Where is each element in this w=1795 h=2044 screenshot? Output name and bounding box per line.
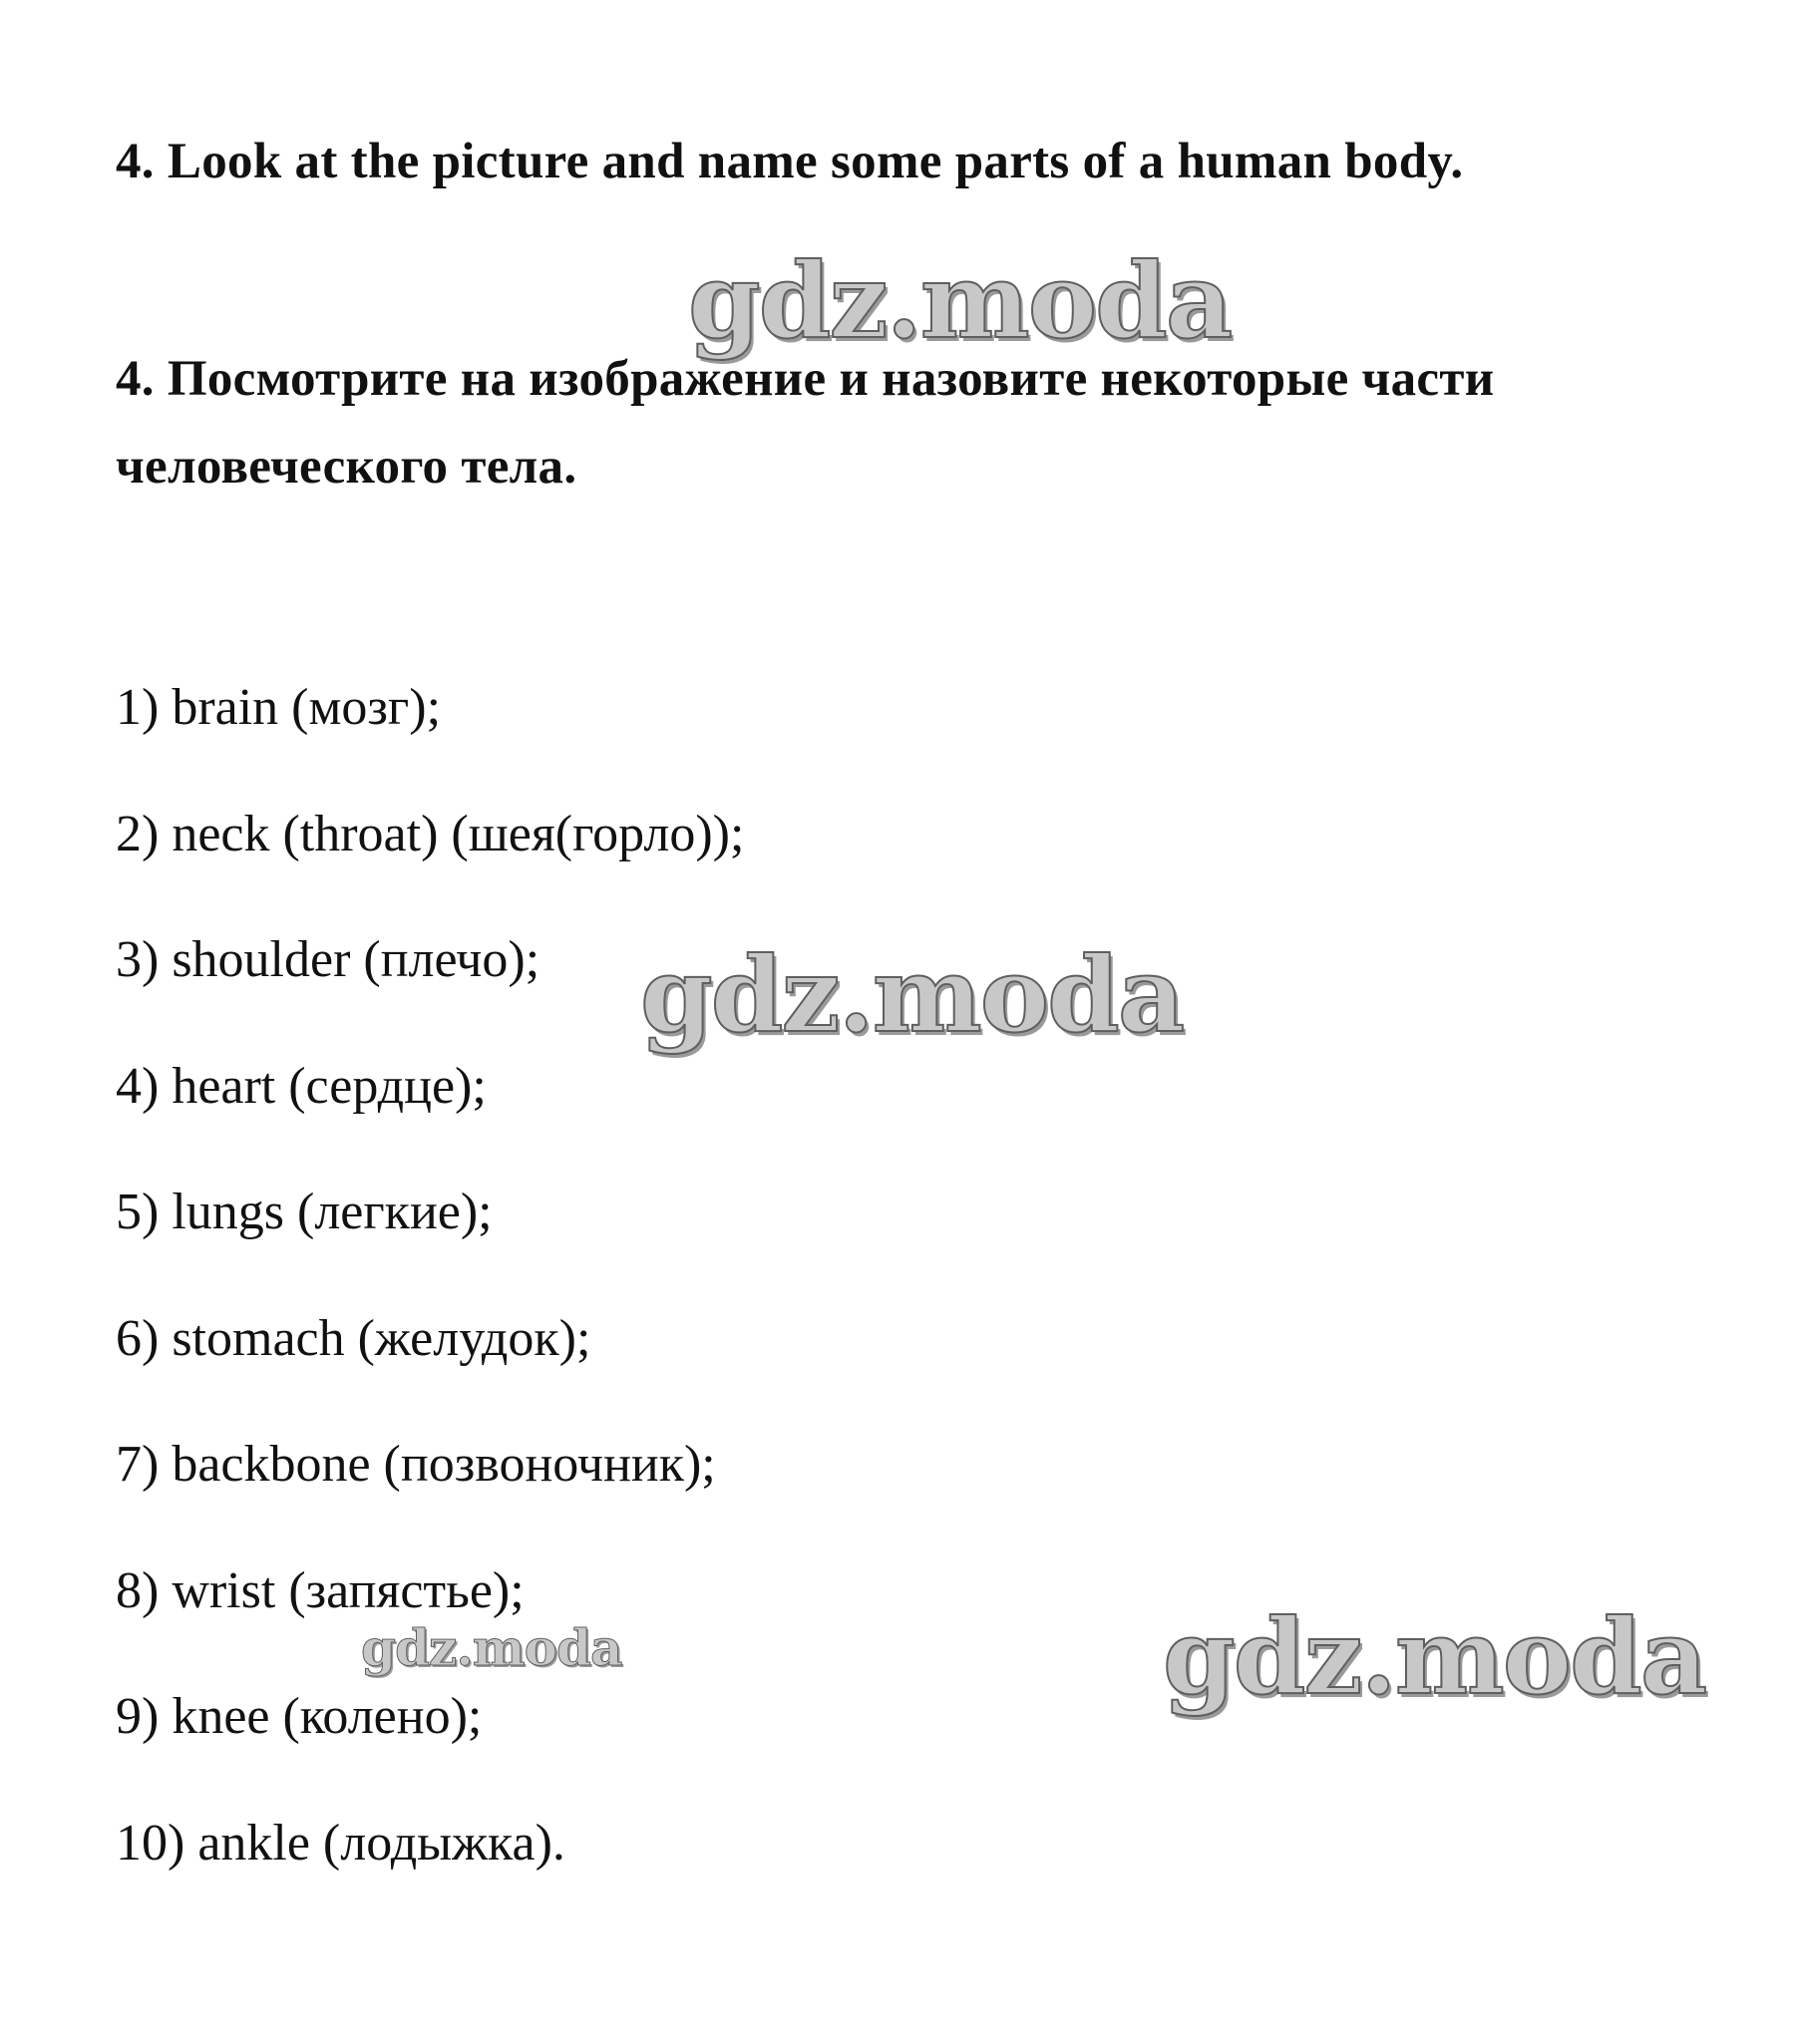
- task-title-english: 4. Look at the picture and name some parts of a human body.: [116, 134, 1464, 189]
- watermark-logo: gdz.moda: [640, 933, 1184, 1056]
- answer-item: 3) shoulder (плечо);: [116, 931, 540, 988]
- answer-item: 4) heart (сердце);: [116, 1057, 487, 1115]
- answer-item: 5) lungs (легкие);: [116, 1184, 493, 1240]
- answer-item: 10) ankle (лодыжка).: [116, 1814, 565, 1872]
- watermark-logo: gdz.moda: [1163, 1595, 1706, 1718]
- answer-item: 8) wrist (запястье);: [116, 1561, 525, 1619]
- answer-item: 9) knee (колено);: [116, 1688, 483, 1745]
- watermark-logo: gdz.moda: [688, 239, 1232, 362]
- answer-item: 6) stomach (желудок);: [116, 1309, 591, 1367]
- answer-item: 1) brain (мозг);: [116, 679, 442, 736]
- answer-list: [116, 670, 744, 1931]
- task-title-russian: 4. Посмотрите на изображение и назовите некоторые части человеческого тела.: [116, 351, 1495, 495]
- answer-item: 7) backbone (позвоночник);: [116, 1436, 716, 1493]
- answer-item: 2) neck (throat) (шея(горло));: [116, 805, 745, 862]
- watermark-logo-small: gdz.moda: [361, 1618, 622, 1677]
